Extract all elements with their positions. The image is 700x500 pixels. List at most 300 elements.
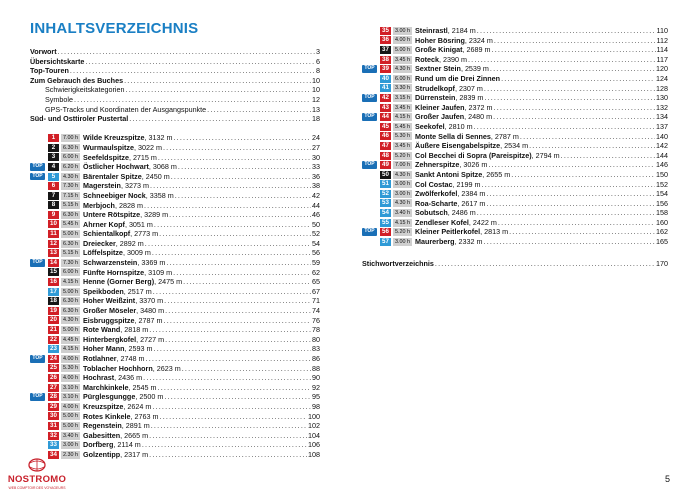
tour-label xyxy=(83,440,141,450)
tour-separator: , xyxy=(130,411,135,421)
tour-elevation: 2593 m xyxy=(128,344,153,354)
leader-dots xyxy=(153,287,311,297)
tour-number-badge: 17 xyxy=(48,288,59,296)
tour-name: Eisbruggspitze xyxy=(83,315,135,325)
duration-badge: 4.30 h xyxy=(395,66,410,73)
tour-name: Löffelspitze xyxy=(83,248,123,258)
leader-dots xyxy=(126,85,311,95)
tour-elevation: 2517 m xyxy=(127,286,152,296)
tour-number-badge: 22 xyxy=(48,336,59,344)
toc-entry[interactable] xyxy=(30,114,320,124)
leader-dots xyxy=(164,392,311,402)
tour-entry[interactable] xyxy=(30,143,320,153)
tour-separator: , xyxy=(455,93,460,103)
duration-badge: 5.00 h xyxy=(63,288,78,295)
tour-separator: , xyxy=(438,54,443,64)
tour-number-badge: 44 xyxy=(380,113,391,121)
tour-number-badge: 49 xyxy=(380,161,391,169)
tour-number-badge: 38 xyxy=(380,56,391,64)
tour-page: 137 xyxy=(656,121,668,131)
duration-badge: 3.40 h xyxy=(395,210,410,217)
duration-badge: 3.00 h xyxy=(395,190,410,197)
toc-entry-label: Schwierigkeitskategorien xyxy=(45,85,125,95)
tour-number-badge: 1 xyxy=(48,134,59,142)
tour-separator: , xyxy=(464,102,469,112)
tour-separator: , xyxy=(135,392,140,402)
tour-page: 98 xyxy=(312,401,320,411)
tour-name: Hoher Weißzint xyxy=(83,296,136,306)
tour-name: Seekofel xyxy=(415,121,445,131)
tour-entry[interactable] xyxy=(30,440,320,450)
tour-elevation: 2773 m xyxy=(134,229,159,239)
tour-separator: , xyxy=(447,208,452,218)
tour-elevation: 2486 m xyxy=(451,208,476,218)
tour-elevation: 2372 m xyxy=(468,102,493,112)
duration-badge: 4.15 h xyxy=(395,219,410,226)
tour-separator: , xyxy=(144,267,149,277)
tour-elevation: 2539 m xyxy=(464,64,489,74)
tour-name: Schientalkopf xyxy=(83,229,131,239)
tour-elevation: 2828 m xyxy=(118,200,143,210)
tour-name: Gabesitten xyxy=(83,430,121,440)
tour-separator: , xyxy=(457,189,462,199)
tour-name: Bärentaler Spitze xyxy=(83,171,142,181)
tour-name: Pürglesgungge xyxy=(83,392,136,402)
tour-label xyxy=(83,412,159,422)
tour-number-badge: 24 xyxy=(48,355,59,363)
tour-separator: , xyxy=(152,363,157,373)
tour-entry[interactable] xyxy=(362,36,668,46)
tour-entry[interactable] xyxy=(30,191,320,201)
tour-name: Maurerberg xyxy=(415,237,455,247)
leader-dots xyxy=(484,237,655,247)
tour-page: 142 xyxy=(656,141,668,151)
duration-badge: 5.00 h xyxy=(395,46,410,53)
tour-page: 102 xyxy=(308,421,320,431)
tour-label xyxy=(83,354,145,364)
tour-separator: , xyxy=(116,354,121,363)
tour-list-left xyxy=(30,133,320,459)
tour-entry[interactable] xyxy=(362,64,668,74)
top-tour-badge: TOP xyxy=(362,65,377,73)
tour-entry[interactable] xyxy=(362,26,668,36)
tour-entry[interactable] xyxy=(30,383,320,393)
tour-number-badge: 9 xyxy=(48,211,59,219)
duration-badge: 5.30 h xyxy=(63,365,78,372)
duration-badge: 3.00 h xyxy=(63,442,78,449)
tour-number-badge: 13 xyxy=(48,249,59,257)
duration-badge: 6.30 h xyxy=(63,144,78,151)
tour-entry[interactable] xyxy=(30,181,320,191)
tour-entry[interactable] xyxy=(362,112,668,122)
leader-dots xyxy=(477,208,655,218)
tour-label xyxy=(415,218,497,228)
tour-label xyxy=(415,45,491,55)
tour-page: 52 xyxy=(312,229,320,239)
tour-page: 38 xyxy=(312,181,320,191)
tour-number-badge: 28 xyxy=(48,393,59,401)
tour-number-badge: 42 xyxy=(380,94,391,102)
tour-separator: , xyxy=(123,401,128,411)
duration-badge: 4.00 h xyxy=(395,37,410,44)
tour-separator: , xyxy=(128,382,133,392)
leader-dots xyxy=(144,201,311,211)
tour-page: 114 xyxy=(656,45,668,55)
tour-elevation: 2763 m xyxy=(134,411,159,421)
duration-badge: 6.00 h xyxy=(63,154,78,161)
tour-name: Col Becchei di Sopra (Pareispitze) xyxy=(415,150,532,160)
tour-name: Henne (Gorner Berg) xyxy=(83,277,155,287)
duration-badge: 7.00 h xyxy=(395,162,410,169)
tour-number-badge: 31 xyxy=(48,422,59,430)
leader-dots xyxy=(477,26,656,36)
tour-entry[interactable] xyxy=(30,268,320,278)
tour-elevation: 2715 m xyxy=(132,152,157,162)
tour-entry[interactable] xyxy=(362,45,668,55)
tour-entry[interactable] xyxy=(30,373,320,383)
top-tour-badge: TOP xyxy=(30,259,45,267)
tour-entry[interactable] xyxy=(30,258,320,268)
tour-label xyxy=(83,392,163,402)
tour-number-badge: 10 xyxy=(48,220,59,228)
tour-entry[interactable] xyxy=(30,306,320,316)
tour-separator: , xyxy=(128,152,133,162)
duration-badge: 4.45 h xyxy=(63,336,78,343)
tour-separator: , xyxy=(134,142,138,152)
tour-number-badge: 6 xyxy=(48,182,59,190)
tour-entry[interactable] xyxy=(362,170,668,180)
tour-entry[interactable] xyxy=(30,412,320,422)
tour-entry[interactable] xyxy=(362,218,668,228)
duration-badge: 5.30 h xyxy=(395,133,410,140)
tour-page: 120 xyxy=(656,64,668,74)
tour-separator: , xyxy=(144,133,149,143)
tour-name: Zehnerspitze xyxy=(415,160,460,170)
tour-label xyxy=(415,112,492,122)
tour-page: 130 xyxy=(656,93,668,103)
leader-dots xyxy=(150,181,311,191)
tour-separator: , xyxy=(154,277,159,287)
tour-label xyxy=(83,172,170,182)
tour-name: Merbjoch xyxy=(83,200,115,210)
tour-entry[interactable] xyxy=(30,162,320,172)
tour-label xyxy=(415,160,487,170)
tour-entry[interactable] xyxy=(30,344,320,354)
tour-name: Sobutsch xyxy=(415,208,448,218)
leader-dots xyxy=(129,114,311,124)
tour-entry[interactable] xyxy=(362,55,668,65)
tour-page: 86 xyxy=(312,354,320,363)
leader-dots xyxy=(163,143,311,153)
tour-label xyxy=(83,258,165,268)
leader-dots xyxy=(182,364,311,374)
tour-page: 83 xyxy=(312,344,320,354)
tour-number-badge: 56 xyxy=(380,228,391,236)
tour-entry[interactable] xyxy=(30,229,320,239)
tour-elevation: 3051 m xyxy=(128,219,153,229)
tour-entry[interactable] xyxy=(362,189,668,199)
tour-elevation: 2655 m xyxy=(486,169,511,179)
tour-elevation: 2892 m xyxy=(119,238,144,248)
leader-dots xyxy=(143,373,311,383)
tour-entry[interactable] xyxy=(362,74,668,84)
tour-label xyxy=(83,335,164,345)
leader-dots xyxy=(484,84,655,94)
tour-page: 134 xyxy=(656,112,668,122)
tour-label xyxy=(83,239,144,249)
tour-page: 117 xyxy=(656,54,668,64)
duration-badge: 5.00 h xyxy=(63,413,78,420)
toc-entry[interactable] xyxy=(30,66,320,76)
tour-elevation: 3289 m xyxy=(144,210,169,220)
tour-entry[interactable] xyxy=(362,122,668,132)
toc-entry[interactable] xyxy=(30,95,320,105)
tour-elevation: 2480 m xyxy=(468,112,493,122)
tour-label xyxy=(83,431,148,441)
tour-list-right xyxy=(362,26,668,247)
leader-dots xyxy=(482,180,655,190)
tour-elevation: 3480 m xyxy=(140,306,165,316)
duration-badge: 3.00 h xyxy=(395,181,410,188)
tour-entry[interactable] xyxy=(30,287,320,297)
tour-name: Fünfte Hornspitze xyxy=(83,267,145,277)
toc-entry-label: Stichwortverzeichnis xyxy=(362,258,434,268)
tour-separator: , xyxy=(454,237,459,247)
leader-dots xyxy=(175,191,311,201)
tour-entry[interactable] xyxy=(362,237,668,247)
leader-dots xyxy=(520,132,655,142)
tour-elevation: 2787 m xyxy=(138,315,163,325)
toc-entry[interactable] xyxy=(30,76,320,86)
tour-separator: , xyxy=(114,373,119,383)
duration-badge: 5.45 h xyxy=(63,221,78,228)
leader-dots xyxy=(494,36,656,46)
toc-entry-page: 10 xyxy=(312,75,320,85)
duration-badge: 4.15 h xyxy=(63,279,78,286)
tour-entry[interactable] xyxy=(362,160,668,170)
duration-badge: 3.45 h xyxy=(395,142,410,149)
tour-elevation: 3273 m xyxy=(124,181,149,191)
duration-badge: 3.10 h xyxy=(63,394,78,401)
tour-entry[interactable] xyxy=(362,132,668,142)
tour-number-badge: 7 xyxy=(48,192,59,200)
tour-entry[interactable] xyxy=(362,227,668,237)
tour-label xyxy=(83,133,172,143)
leader-dots xyxy=(498,218,655,228)
tour-number-badge: 8 xyxy=(48,201,59,209)
tour-entry[interactable] xyxy=(30,277,320,287)
tour-entry[interactable] xyxy=(30,220,320,230)
leader-dots xyxy=(474,122,655,132)
tour-entry[interactable] xyxy=(362,180,668,190)
tour-label xyxy=(83,248,151,258)
tour-number-badge: 53 xyxy=(380,199,391,207)
tour-separator: , xyxy=(459,160,464,170)
leader-dots xyxy=(146,354,311,364)
tour-entry[interactable] xyxy=(362,199,668,209)
tour-page: 88 xyxy=(312,363,320,373)
tour-separator: , xyxy=(123,286,128,296)
tour-label xyxy=(415,208,476,218)
tour-entry[interactable] xyxy=(30,133,320,143)
tour-entry[interactable] xyxy=(30,239,320,249)
tour-name: Hinterbergkofel xyxy=(83,334,137,344)
tour-entry[interactable] xyxy=(30,316,320,326)
toc-entry[interactable] xyxy=(30,57,320,67)
toc-entry-label: Vorwort xyxy=(30,47,57,56)
tour-elevation: 2390 m xyxy=(442,54,467,64)
tour-elevation: 2332 m xyxy=(458,237,483,247)
tour-entry[interactable] xyxy=(30,172,320,182)
tour-entry[interactable] xyxy=(30,354,320,364)
tour-page: 78 xyxy=(312,325,320,335)
top-tour-badge: TOP xyxy=(362,113,377,121)
tour-separator: , xyxy=(130,229,135,239)
tour-elevation: 2184 m xyxy=(451,26,476,35)
tour-entry[interactable] xyxy=(30,335,320,345)
tour-elevation: 2623 m xyxy=(156,363,181,373)
tour-name: Äußere Eisengabelspitze xyxy=(415,141,501,151)
tour-entry[interactable] xyxy=(362,103,668,113)
tour-label xyxy=(83,450,148,460)
tour-entry[interactable] xyxy=(362,208,668,218)
leader-dots xyxy=(165,306,311,316)
tour-separator: , xyxy=(140,210,145,220)
tour-page: 150 xyxy=(656,169,668,179)
leader-dots xyxy=(154,220,311,230)
leader-dots xyxy=(169,210,311,220)
tour-label xyxy=(83,181,149,191)
tour-entry[interactable] xyxy=(30,431,320,441)
duration-badge: 4.30 h xyxy=(395,200,410,207)
leader-dots xyxy=(468,55,656,65)
toc-entry-stichwortverzeichnis[interactable] xyxy=(362,259,668,269)
tour-elevation: 2436 m xyxy=(118,373,143,383)
leader-dots xyxy=(178,162,311,172)
tour-entry[interactable] xyxy=(30,402,320,412)
tour-elevation: 2727 m xyxy=(140,334,165,344)
tour-elevation: 2665 m xyxy=(124,430,149,440)
tour-number-badge: 34 xyxy=(48,451,59,459)
tour-name: Sextner Stein xyxy=(415,64,461,74)
tour-separator: , xyxy=(124,344,129,354)
tour-name: Marchkinkele xyxy=(83,382,129,392)
toc-entry-label: Übersichtskarte xyxy=(30,56,85,66)
leader-dots xyxy=(501,74,655,84)
duration-badge: 3.45 h xyxy=(395,56,410,63)
tour-entry[interactable] xyxy=(362,84,668,94)
leader-dots xyxy=(435,259,655,269)
duration-badge: 4.15 h xyxy=(63,346,78,353)
tour-page: 67 xyxy=(312,286,320,296)
duration-badge: 5.15 h xyxy=(63,202,78,209)
tour-entry[interactable] xyxy=(30,364,320,374)
tour-elevation: 3009 m xyxy=(126,248,151,258)
toc-entry[interactable] xyxy=(30,105,320,115)
tour-label xyxy=(83,421,150,431)
leader-dots xyxy=(173,133,311,143)
tour-elevation: 2810 m xyxy=(448,121,473,131)
tour-entry[interactable] xyxy=(30,421,320,431)
tour-elevation: 3358 m xyxy=(149,190,174,200)
tour-page: 50 xyxy=(312,219,320,229)
tour-entry[interactable] xyxy=(30,210,320,220)
toc-entry[interactable] xyxy=(30,47,320,57)
tour-label xyxy=(83,306,164,316)
leader-dots xyxy=(529,141,655,151)
leader-dots xyxy=(207,105,311,115)
tour-name: Rote Wand xyxy=(83,325,121,335)
tour-entry[interactable] xyxy=(30,392,320,402)
tour-page: 30 xyxy=(312,152,320,162)
tour-entry[interactable] xyxy=(30,325,320,335)
tour-name: Schwarzenstein xyxy=(83,258,138,268)
tour-entry[interactable] xyxy=(30,153,320,163)
tour-page: 56 xyxy=(312,248,320,258)
duration-badge: 3.15 h xyxy=(395,94,410,101)
tour-page: 132 xyxy=(656,102,668,112)
tour-number-badge: 51 xyxy=(380,180,391,188)
toc-entry[interactable] xyxy=(30,85,320,95)
leader-dots xyxy=(85,57,315,67)
tour-number-badge: 20 xyxy=(48,316,59,324)
tour-entry[interactable] xyxy=(362,141,668,151)
tour-page: 165 xyxy=(656,237,668,247)
tour-name: Speikboden xyxy=(83,286,124,296)
toc-entry-page: 10 xyxy=(312,85,320,95)
tour-number-badge: 52 xyxy=(380,190,391,198)
tour-entry[interactable] xyxy=(362,93,668,103)
tour-name: Ahrner Kopf xyxy=(83,219,125,229)
tour-entry[interactable] xyxy=(30,248,320,258)
duration-badge: 7.30 h xyxy=(63,259,78,266)
tour-separator: , xyxy=(464,112,469,122)
tour-name: Kleiner Jaufen xyxy=(415,102,465,112)
tour-elevation: 2317 m xyxy=(124,449,149,459)
tour-entry[interactable] xyxy=(30,201,320,211)
tour-elevation: 2818 m xyxy=(124,325,149,335)
tour-name: Schneebiger Nock xyxy=(83,190,146,200)
duration-badge: 3.45 h xyxy=(395,104,410,111)
tour-page: 24 xyxy=(312,133,320,143)
tour-name: Dreiecker xyxy=(83,238,116,248)
tour-name: Magerstein xyxy=(83,181,121,191)
tour-label xyxy=(415,26,476,36)
tour-entry[interactable] xyxy=(30,296,320,306)
toc-entry-page: 12 xyxy=(312,94,320,104)
tour-elevation: 3370 m xyxy=(139,296,164,306)
tour-label xyxy=(83,201,143,211)
tour-label xyxy=(83,220,153,230)
tour-entry[interactable] xyxy=(30,450,320,460)
leader-dots xyxy=(70,66,315,76)
tour-name: Rund um die Drei Zinnen xyxy=(415,73,501,83)
tour-page: 112 xyxy=(656,35,668,45)
tour-label xyxy=(415,84,483,94)
leader-dots xyxy=(74,95,311,105)
tour-separator: , xyxy=(135,296,140,306)
tour-entry[interactable] xyxy=(362,151,668,161)
tour-page: 90 xyxy=(312,373,320,383)
duration-badge: 5.00 h xyxy=(63,422,78,429)
tour-elevation: 3369 m xyxy=(141,258,166,268)
tour-separator: , xyxy=(114,200,119,210)
front-matter-list xyxy=(30,47,320,124)
tour-label xyxy=(83,364,181,374)
tour-elevation: 2114 m xyxy=(117,440,141,450)
tour-label xyxy=(415,132,519,142)
tour-elevation: 2624 m xyxy=(127,401,152,411)
